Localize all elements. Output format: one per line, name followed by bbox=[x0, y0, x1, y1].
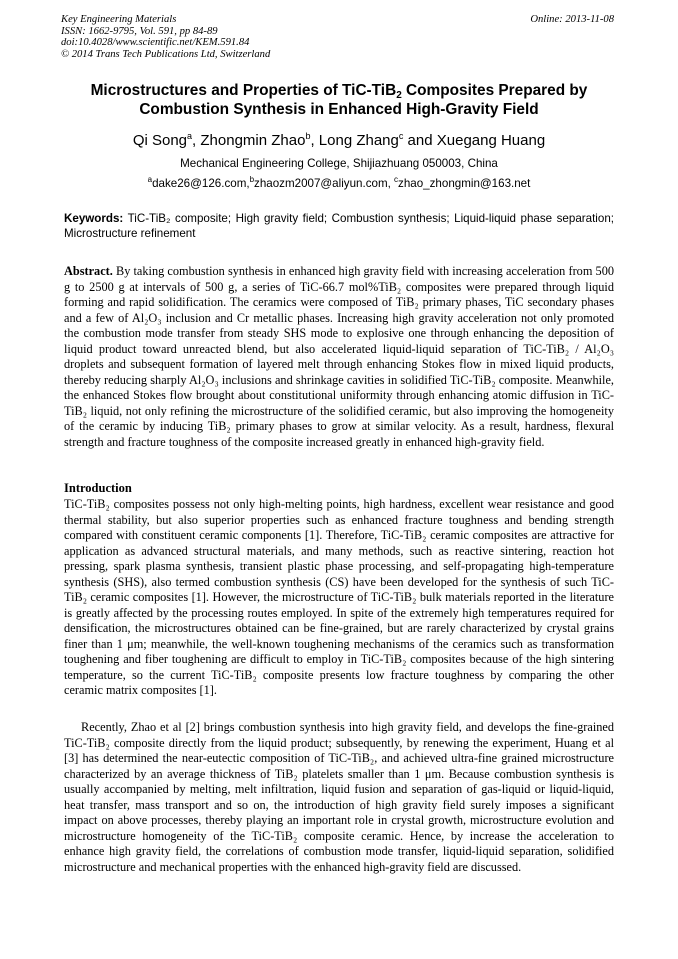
author-separator: and bbox=[403, 132, 437, 149]
email-mark: c bbox=[394, 175, 399, 184]
abstract-text: By taking combustion synthesis in enhanced high gravity field with increasing acceleration from 500 g to 2500 g at intervals of 500 g, a series of TiC-66.7 mol%TiB₂ composites were prepared through liquid forming and rapid solidification. The ceramics were composed of TiB₂ primary phases, TiC secondary phases and a few of Al₂O₃ inclusion and Cr metallic phases. Increasing high gravity acceleration not only promoted the combustion mode transfer from steady SHS mode to explosive one through enhancing the deposition of liquid product toward unreacted blend, but also accelerated liquid-liquid separation of TiC-TiB₂ / Al₂O₃ droplets and subsequent formation of layered melt through enhancing Stokes flow in mixed liquid products, thereby reducing sharply Al₂O₃ inclusions and shrinkage cavities in solidified TiC-TiB₂ composite. Meanwhile, the enhanced Stokes flow brought about constitutional uniformity through enhancing atomic diffusion in TiC-TiB₂ liquid, not only refining the microstructure of the solidified ceramic, but also improving the homogeneity of the ceramic by inducing TiB₂ primary phases to grow at similar velocity. As a result, hardness, flexural strength and fracture toughness of the composite increased greatly in enhanced high-gravity field. bbox=[64, 264, 614, 449]
introduction-paragraph-2: Recently, Zhao et al [2] brings combustion synthesis into high gravity field, and develops the fine-grained TiC-TiB₂ composite directly from the liquid product; subsequently, by renewing the experiment, Huang et al [3] has determined the near-eutectic composition of TiC-TiB₂, and achieved ultra-fine grained microstructure characterized by an average thickness of TiB₂ platelets smaller than 1 μm. Because combustion synthesis is usually accompanied by melting, melt infiltration, liquid fusion and separation of gas-liquid or liquid-liquid, heat transfer, mass transport and so on, the introduction of high gravity field surely imposes a significant impact on above processes, thereby playing an important role in crystal growth, microstructure evolution and microstructure homogeneity of the TiC-TiB₂ composite ceramic. Hence, by increase the acceleration to enhance high gravity field, the correlations of combustion mode transfer, liquid-liquid separation, solidified microstructure and mechanical properties with the enhanced high-gravity field are discussed. bbox=[64, 720, 614, 874]
keywords bbox=[64, 211, 614, 241]
title-subscript: 2 bbox=[396, 90, 402, 101]
author-emails bbox=[40, 176, 638, 191]
title-part2: Composites Prepared by Combustion Synthesis in Enhanced High-Gravity Field bbox=[139, 82, 588, 118]
author-list bbox=[40, 131, 638, 151]
keywords-text: TiC-TiB₂ composite; High gravity field; Combustion synthesis; Liquid-liquid phase separation; Microstructure refinement bbox=[64, 212, 614, 240]
online-date: Online: 2013-11-08 bbox=[530, 14, 614, 25]
author-name: Xuegang Huang bbox=[436, 132, 546, 149]
abstract bbox=[64, 264, 614, 450]
email-mark: a bbox=[147, 175, 153, 184]
email-link[interactable]: dake26@126.com, bbox=[152, 177, 250, 190]
author-name: Long Zhang bbox=[318, 132, 399, 149]
email-link[interactable]: zhaozm2007@aliyun.com, bbox=[254, 177, 395, 190]
introduction-paragraph-1: TiC-TiB₂ composites possess not only high-melting points, high hardness, excellent wear resistance and good thermal stability, but also superior properties such as enhanced fracture toughness and bending strength compared with constituent ceramic components [1]. Therefore, TiC-TiB₂ ceramic composites are attractive for application as advanced structural materials, and many methods, such as reactive sintering, reaction hot pressing, spark plasma synthesis, transient plastic phase processing, and self-propagating high-temperature synthesis (SHS), also termed combustion synthesis (CS) have been developed for the synthesis of such TiC-TiB₂ ceramic composites [1]. However, the microstructure of TiC-TiB₂ bulk materials reported in the literature is greatly affected by the processing routes employed. In spite of the extremely high temperatures required for densification, the microstructures obtained can be fine-grained, but are rarely characterized by crystal grains finer than 1 μm; meanwhile, the well-known toughening mechanisms of the ceramics such as transformation toughening and fiber toughening are difficult to employ in TiC-TiB₂ composites because of the high sintering temperature, so the current TiC-TiB₂ composite presents low fracture toughness by comparing the other ceramic matrix composites [1]. bbox=[64, 497, 614, 697]
author-separator: , bbox=[310, 132, 319, 149]
copyright-line: © 2014 Trans Tech Publications Ltd, Switzerland bbox=[61, 48, 271, 60]
journal-header bbox=[61, 14, 270, 60]
title-part1: Microstructures and Properties of TiC-TiB bbox=[90, 82, 397, 99]
author-mark: c bbox=[398, 131, 404, 141]
paper-title bbox=[50, 81, 628, 119]
author-name: Qi Song bbox=[132, 132, 188, 149]
section-heading-introduction: Introduction bbox=[64, 481, 132, 495]
email-mark: b bbox=[249, 175, 255, 184]
keywords-label: Keywords: bbox=[64, 212, 124, 225]
affiliation: Mechanical Engineering College, Shijiazhuang 050003, China bbox=[180, 157, 498, 170]
author-name: Zhongmin Zhao bbox=[200, 132, 306, 149]
issn-line: ISSN: 1662-9795, Vol. 591, pp 84-89 bbox=[61, 25, 218, 37]
author-mark: a bbox=[187, 131, 193, 141]
author-mark: b bbox=[305, 131, 311, 141]
journal-name: Key Engineering Materials bbox=[61, 14, 177, 25]
email-link[interactable]: zhao_zhongmin@163.net bbox=[398, 177, 531, 190]
author-separator: , bbox=[192, 132, 201, 149]
abstract-label: Abstract. bbox=[64, 264, 113, 278]
doi-line[interactable]: doi:10.4028/www.scientific.net/KEM.591.84 bbox=[61, 37, 250, 49]
